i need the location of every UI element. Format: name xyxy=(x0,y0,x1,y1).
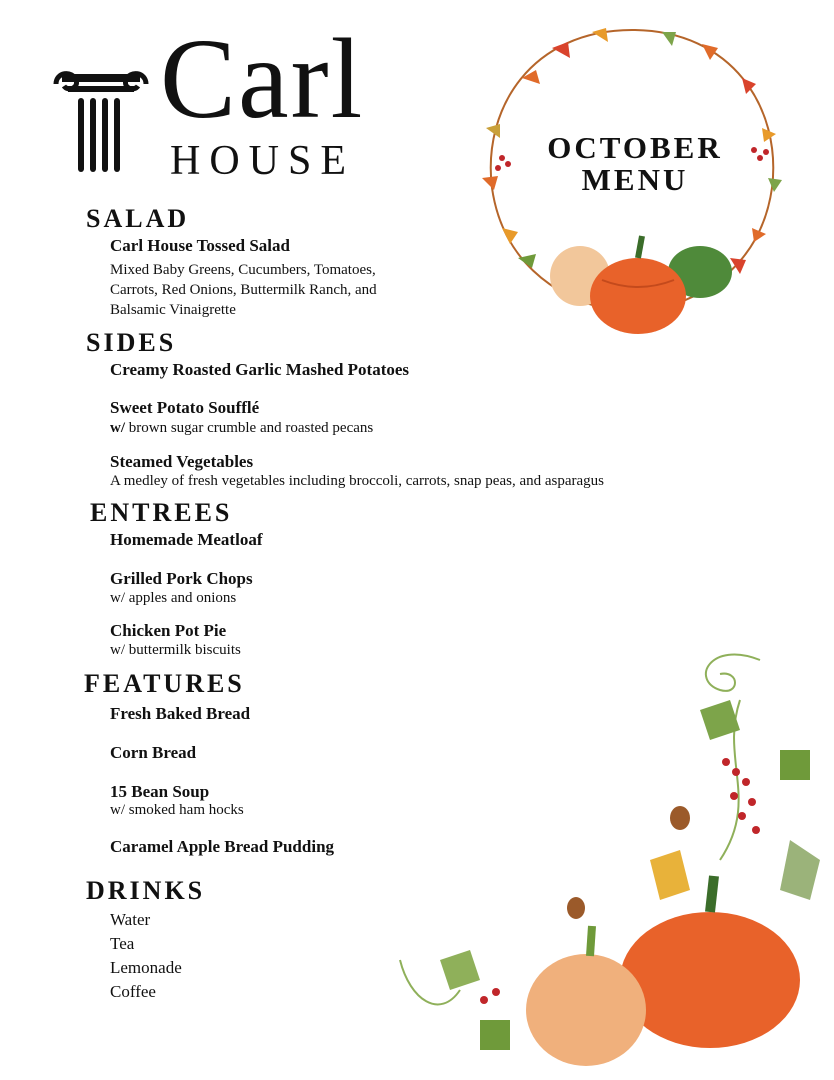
menu-item-title: Steamed Vegetables xyxy=(110,452,254,471)
menu-title xyxy=(520,132,750,196)
menu-item-description xyxy=(110,418,373,438)
section-heading-salad: SALAD xyxy=(86,204,190,233)
section-heading-drinks: DRINKS xyxy=(86,876,206,905)
menu-item-title: Homemade Meatloaf xyxy=(110,530,263,549)
menu-item-description: w/ buttermilk biscuits xyxy=(110,642,241,658)
pumpkin-vine-corner-icon xyxy=(380,640,834,1080)
description-text: brown sugar crumble and roasted pecans xyxy=(125,420,374,436)
menu-item-description: w/ smoked ham hocks xyxy=(110,802,244,818)
brand-subtitle: HOUSE xyxy=(170,138,356,184)
menu-item-description xyxy=(110,260,377,320)
drink-item: Lemonade xyxy=(110,958,182,977)
description-line: Mixed Baby Greens, Cucumbers, Tomatoes, xyxy=(110,262,376,278)
menu-item-title: Chicken Pot Pie xyxy=(110,621,227,640)
menu-item-title: Sweet Potato Soufflé xyxy=(110,398,260,417)
ionic-column-logo-icon xyxy=(52,66,150,176)
description-line: Carrots, Red Onions, Buttermilk Ranch, and xyxy=(110,282,377,298)
brand-name: Carl xyxy=(160,15,365,142)
drink-item: Water xyxy=(110,910,151,929)
drink-item: Tea xyxy=(110,934,135,953)
menu-item-title: Caramel Apple Bread Pudding xyxy=(110,837,335,856)
section-heading-sides: SIDES xyxy=(86,328,177,357)
menu-item-title: Fresh Baked Bread xyxy=(110,704,251,723)
menu-item-title: Grilled Pork Chops xyxy=(110,569,253,588)
description-line: Balsamic Vinaigrette xyxy=(110,302,236,318)
drinks-list xyxy=(110,908,182,1004)
section-heading-features: FEATURES xyxy=(84,669,245,698)
menu-title-line2: MENU xyxy=(581,162,689,197)
menu-title-line1: OCTOBER xyxy=(547,130,723,165)
menu-item-title: Corn Bread xyxy=(110,743,197,762)
menu-item-title: 15 Bean Soup xyxy=(110,782,210,801)
menu-item-title: Creamy Roasted Garlic Mashed Potatoes xyxy=(110,360,410,379)
drink-item: Coffee xyxy=(110,982,156,1001)
menu-item-title: Carl House Tossed Salad xyxy=(110,236,290,255)
description-prefix: w/ xyxy=(110,420,125,436)
section-heading-entrees: ENTREES xyxy=(90,498,233,527)
menu-item-description: A medley of fresh vegetables including broccoli, carrots, snap peas, and asparagus xyxy=(110,473,605,489)
menu-item-description: w/ apples and onions xyxy=(110,590,237,606)
